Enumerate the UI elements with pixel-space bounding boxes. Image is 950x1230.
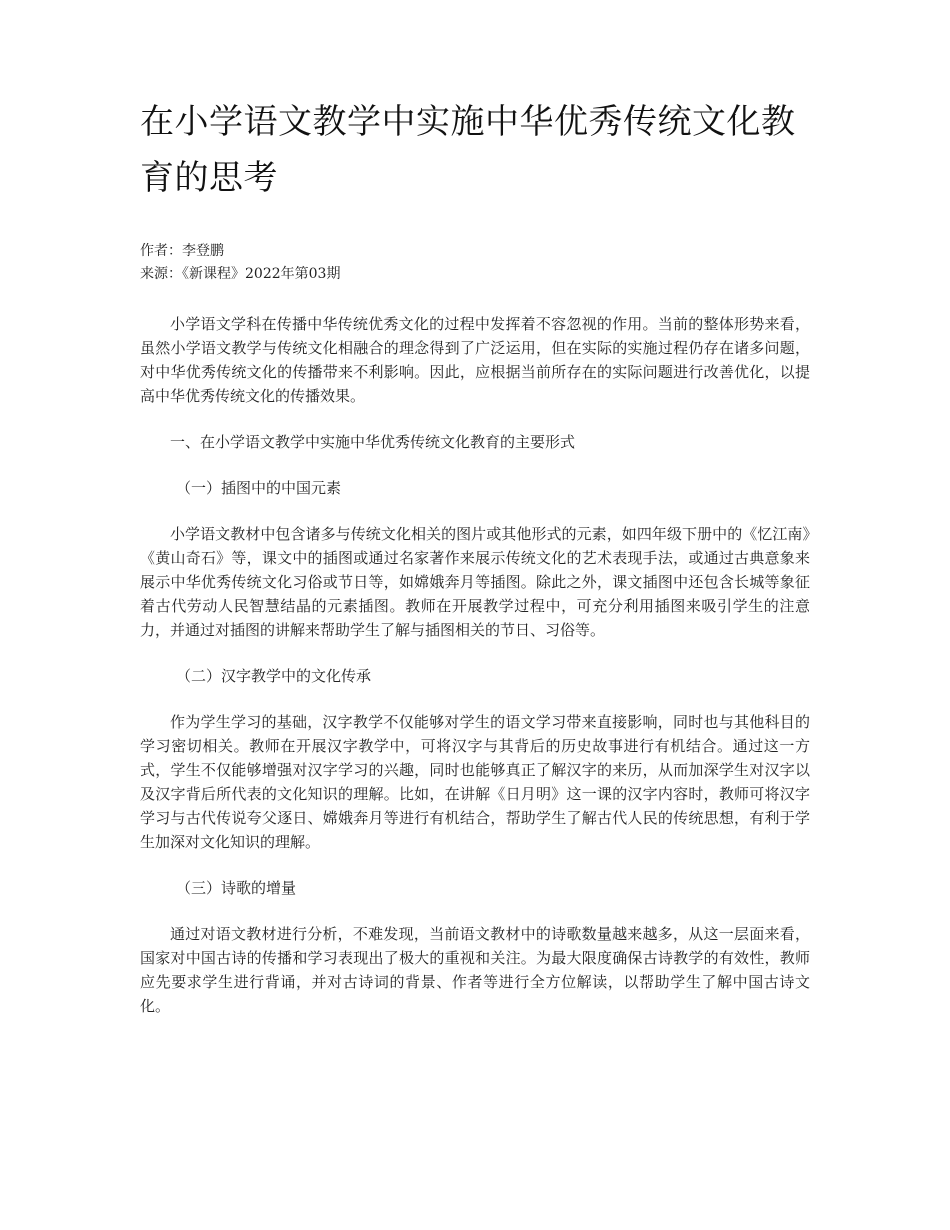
subsection-paragraph-1: 小学语文教材中包含诸多与传统文化相关的图片或其他形式的元素，如四年级下册中的《忆江南》《黄山奇石》等，课文中的插图或通过名家著作来展示传统文化的艺术表现手法，或通过古典意象来展示中华优秀传统文化习俗或节日等，如嫦娥奔月等插图。除此之外，课文插图中还包含长城等象征着古代劳动人民智慧结晶的元素插图。教师在开展教学过程中，可充分利用插图来吸引学生的注意力，并通过对插图的讲解来帮助学生了解与插图相关的节日、习俗等。 <box>140 525 810 639</box>
article-meta <box>140 240 810 286</box>
article-title: 在小学语文教学中实施中华优秀传统文化教育的思考 <box>140 102 796 198</box>
subsection-heading-1: （一）插图中的中国元素 <box>176 479 342 497</box>
subsection-heading-2: （二）汉字教学中的文化传承 <box>176 667 372 685</box>
intro-paragraph: 小学语文学科在传播中华传统优秀文化的过程中发挥着不容忽视的作用。当前的整体形势来看，虽然小学语文教学与传统文化相融合的理念得到了广泛运用，但在实际的实施过程仍存在诸多问题，对中华优秀传统文化的传播带来不利影响。因此，应根据当前所存在的实际问题进行改善优化，以提高中华优秀传统文化的传播效果。 <box>140 315 810 405</box>
document-page <box>140 0 810 1040</box>
section-heading-1: 一、在小学语文教学中实施中华优秀传统文化教育的主要形式 <box>170 433 576 451</box>
article-body <box>140 312 810 1018</box>
author-line: 作者：李登鹏 <box>140 243 224 259</box>
subsection-heading-3: （三）诗歌的增量 <box>176 879 297 897</box>
subsection-paragraph-2: 作为学生学习的基础，汉字教学不仅能够对学生的语文学习带来直接影响，同时也与其他科目的学习密切相关。教师在开展汉字教学中，可将汉字与其背后的历史故事进行有机结合。通过这一方式，学生不仅能够增强对汉字学习的兴趣，同时也能够真正了解汉字的来历，从而加深学生对汉字以及汉字背后所代表的文化知识的理解。比如，在讲解《日月明》这一课的汉字内容时，教师可将汉字学习与古代传说夸父逐日、嫦娥奔月等进行有机结合，帮助学生了解古代人民的传统思想，有利于学生加深对文化知识的理解。 <box>140 713 810 851</box>
source-line: 来源：《新课程》2022年第03期 <box>140 266 341 282</box>
subsection-paragraph-3: 通过对语文教材进行分析，不难发现，当前语文教材中的诗歌数量越来越多，从这一层面来看，国家对中国古诗的传播和学习表现出了极大的重视和关注。为最大限度确保古诗教学的有效性，教师应先要求学生进行背诵，并对古诗词的背景、作者等进行全方位解读，以帮助学生了解中国古诗文化。 <box>140 925 810 1015</box>
